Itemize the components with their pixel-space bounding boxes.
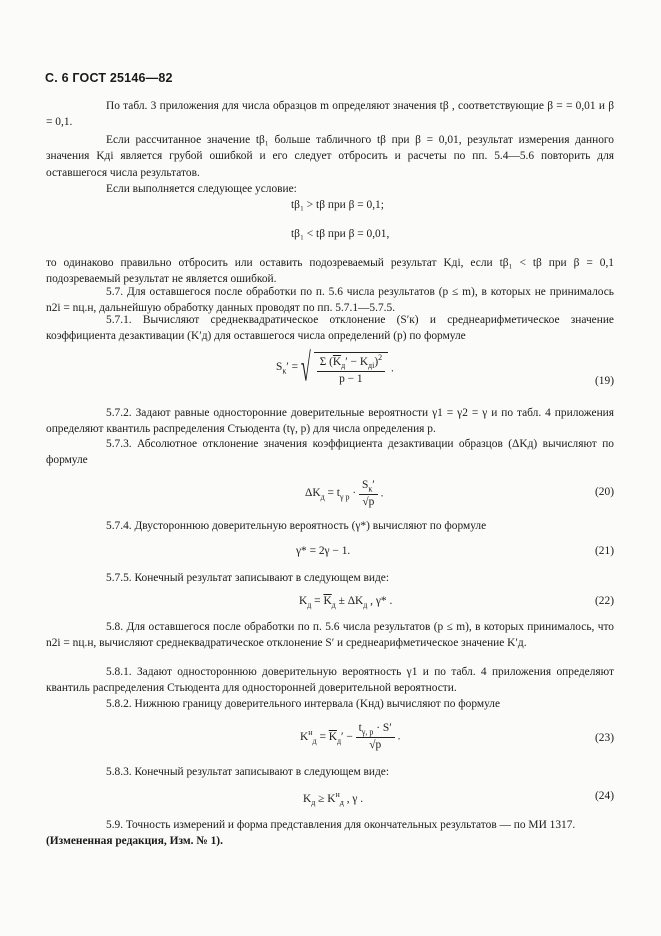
- paragraph-15: 5.9. Точность измерений и форма представления для окончательных результатов — по МИ 1317.: [106, 819, 576, 831]
- formula-20: $\Delta K_д = t_{\gamma p}$ · $\frac{S_к'}{√p}$ .: [305, 479, 384, 509]
- paragraph-1: По табл. 3 приложения для числа образцов m определяют значения tβ , соответствующие β = = 0,01 и β = 0,1.: [46, 100, 614, 129]
- paragraph-14: 5.8.3. Конечный результат записывают в следующем виде:: [106, 766, 390, 778]
- paragraph-4: то одинаково правильно отбросить или оставить подозреваемый результат Kдi, если tβ₁ < tβ при β = 0,1 подозреваемый результат не является ошибкой.: [46, 257, 614, 286]
- paragraph-13: 5.8.2. Нижнюю границу доверительного интервала (Kнд) вычисляют по формуле: [106, 698, 501, 710]
- formula-21: γ* = 2γ − 1.: [296, 545, 351, 557]
- amendment-note: (Измененная редакция, Изм. № 1).: [46, 835, 223, 847]
- equation-number-20: (20): [595, 486, 614, 498]
- condition-2: tβ₁ < tβ при β = 0,01,: [291, 228, 390, 240]
- paragraph-12: 5.8.1. Задают одностороннюю доверительную вероятность γ1 и по табл. 4 приложения определяют квантиль распределения Стьюдента для односторонней доверительной вероятности.: [46, 666, 614, 695]
- page-header: С. 6 ГОСТ 25146—82: [45, 71, 173, 85]
- formula-22: $K_д = \overline{K}_д \pm \Delta K_д$ , γ* .: [299, 595, 393, 610]
- paragraph-2: Если рассчитанное значение tβ₁ больше табличного tβ при β = 0,01, результат измерения данного значения Kдi является грубой ошибкой и его следует отбросить и расчеты по пп. 5.4—5.6 повторить для оставшегося числа результатов.: [46, 134, 614, 179]
- equation-number-22: (22): [595, 595, 614, 607]
- equation-number-21: (21): [595, 545, 614, 557]
- paragraph-6: 5.7.1. Вычисляют среднеквадратическое отклонение (S′к) и среднеарифметическое значение коэффициента дезактивации (K′д) для оставшегося числа определений (p) по формуле: [46, 314, 614, 343]
- equation-number-19: (19): [595, 375, 614, 387]
- paragraph-11: 5.8. Для оставшегося после обработки по п. 5.6 числа результатов (p ≤ m), в которых принималось, что n2i = nц.н, вычисляют среднеквадратическое отклонение S′ и среднеарифметическое значение K′д.: [46, 621, 614, 650]
- equation-number-24: (24): [595, 790, 614, 802]
- formula-24: $K_д \ge K^н_д$ , γ .: [303, 790, 364, 808]
- paragraph-9: 5.7.4. Двустороннюю доверительную вероятность (γ*) вычисляют по формуле: [106, 520, 487, 532]
- formula-23: $K^н_д = \overline{K}_д'$ − $\frac{t_{\gamma, p} \cdot S'}{√p}$ .: [300, 722, 401, 752]
- paragraph-10: 5.7.5. Конечный результат записывают в следующем виде:: [106, 572, 390, 584]
- paragraph-5: 5.7. Для оставшегося после обработки по п. 5.6 числа результатов (p ≤ m), в которых не принималось n2i = nц.н, дальнейшую обработку данных проводят по пп. 5.7.1—5.7.5.: [46, 286, 614, 315]
- formula-19: $S_к'$ = √ $\frac{\Sigma (\overline{K}_д' - K_{дi})^2}{p - 1}$ .: [276, 345, 394, 390]
- condition-1: tβ₁ > tβ при β = 0,1;: [291, 199, 384, 211]
- paragraph-7: 5.7.2. Задают равные односторонние доверительные вероятности γ1 = γ2 = γ и по табл. 4 приложения определяют квантиль распределения Стьюдента (tγ, p) для числа определения p.: [46, 407, 614, 436]
- paragraph-8: 5.7.3. Абсолютное отклонение значения коэффициента дезактивации образцов (ΔKд) вычисляют по формуле: [46, 438, 614, 467]
- paragraph-3: Если выполняется следующее условие:: [106, 183, 297, 195]
- equation-number-23: (23): [595, 732, 614, 744]
